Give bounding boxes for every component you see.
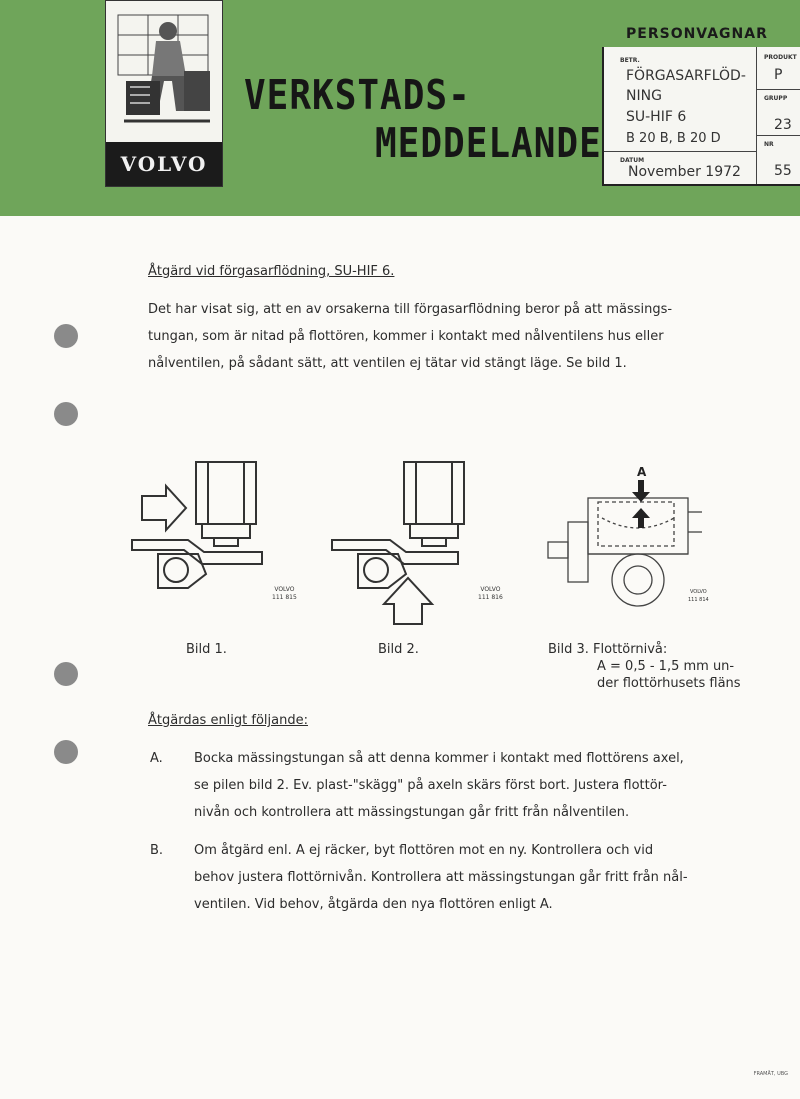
volvo-logo <box>105 0 223 187</box>
figure-2-caption: Bild 2. <box>378 642 419 657</box>
nr-value: 55 <box>774 163 792 179</box>
produkt-label: PRODUKT <box>764 54 797 61</box>
figure-2-drawing <box>328 458 498 628</box>
grupp-label: GRUPP <box>764 95 788 102</box>
logo-brand-text: VOLVO <box>106 142 222 186</box>
produkt-value: P <box>774 67 783 83</box>
info-panel <box>602 47 800 186</box>
datum-label: DATUM <box>620 157 645 164</box>
action-line: behov justera flottörnivån. Kontrollera att mässingstungan går fritt från nål- <box>194 870 688 885</box>
intro-line-1: Det har visat sig, att en av orsakerna till förgasarflödning beror på att mässings- <box>148 302 673 317</box>
figure-3-caption: Bild 3. Flottörnivå: <box>548 642 668 657</box>
action-line: ventilen. Vid behov, åtgärda den nya flottören enligt A. <box>194 897 553 912</box>
figure-3-caption-line: der flottörhusets fläns <box>597 676 741 691</box>
figure-3-marker: A <box>637 465 647 479</box>
punch-hole <box>54 740 78 764</box>
info-divider <box>756 47 757 184</box>
action-letter: A. <box>150 751 163 766</box>
action-line: se pilen bild 2. Ev. plast-"skägg" på axeln skärs först bort. Justera flottör- <box>194 778 667 793</box>
info-divider <box>756 89 800 90</box>
intro-line-2: tungan, som är nitad på flottören, kommer i kontakt med nålventilens hus eller <box>148 329 664 344</box>
betr-label: BETR. <box>620 57 640 64</box>
category-label: PERSONVAGNAR <box>626 26 768 42</box>
figure-1-ref: VOLVO 111 815 <box>272 586 297 601</box>
grupp-value: 23 <box>774 117 792 133</box>
section-title: Åtgärd vid förgasarflödning, SU-HIF 6. <box>148 264 395 279</box>
header-band <box>0 0 800 216</box>
figure-2-ref: VOLVO 111 816 <box>478 586 503 601</box>
subject-line-4: B 20 B, B 20 D <box>626 131 721 146</box>
figure-3-ref: VOLVO 111 814 <box>688 589 709 603</box>
title-line-1: VERKSTADS- <box>244 72 471 120</box>
subject-line-3: SU-HIF 6 <box>626 109 687 125</box>
title-line-2: MEDDELANDE <box>375 120 602 168</box>
subject-line-1: FÖRGASARFLÖD- <box>626 68 746 84</box>
action-line: Om åtgärd enl. A ej räcker, byt flottören mot en ny. Kontrollera och vid <box>194 843 654 858</box>
mechanic-illustration <box>106 1 222 141</box>
action-line: nivån och kontrollera att mässingstungan går fritt från nålventilen. <box>194 805 630 820</box>
punch-hole <box>54 402 78 426</box>
figure-3-drawing <box>538 462 708 612</box>
info-divider <box>756 135 800 136</box>
action-letter: B. <box>150 843 164 858</box>
punch-hole <box>54 662 78 686</box>
footer-tag: FRAMÅT, UBG <box>753 1071 788 1077</box>
punch-hole <box>54 324 78 348</box>
nr-label: NR <box>764 141 774 148</box>
info-divider <box>604 151 756 152</box>
intro-line-3: nålventilen, på sådant sätt, att ventilen ej tätar vid stängt läge. Se bild 1. <box>148 356 627 371</box>
action-line: Bocka mässingstungan så att denna kommer i kontakt med flottörens axel, <box>194 751 684 766</box>
figure-3-caption-line: A = 0,5 - 1,5 mm un- <box>597 659 735 674</box>
subject-line-2: NING <box>626 88 662 104</box>
datum-value: November 1972 <box>628 164 741 180</box>
figure-1-caption: Bild 1. <box>186 642 227 657</box>
actions-title: Åtgärdas enligt följande: <box>148 713 308 728</box>
